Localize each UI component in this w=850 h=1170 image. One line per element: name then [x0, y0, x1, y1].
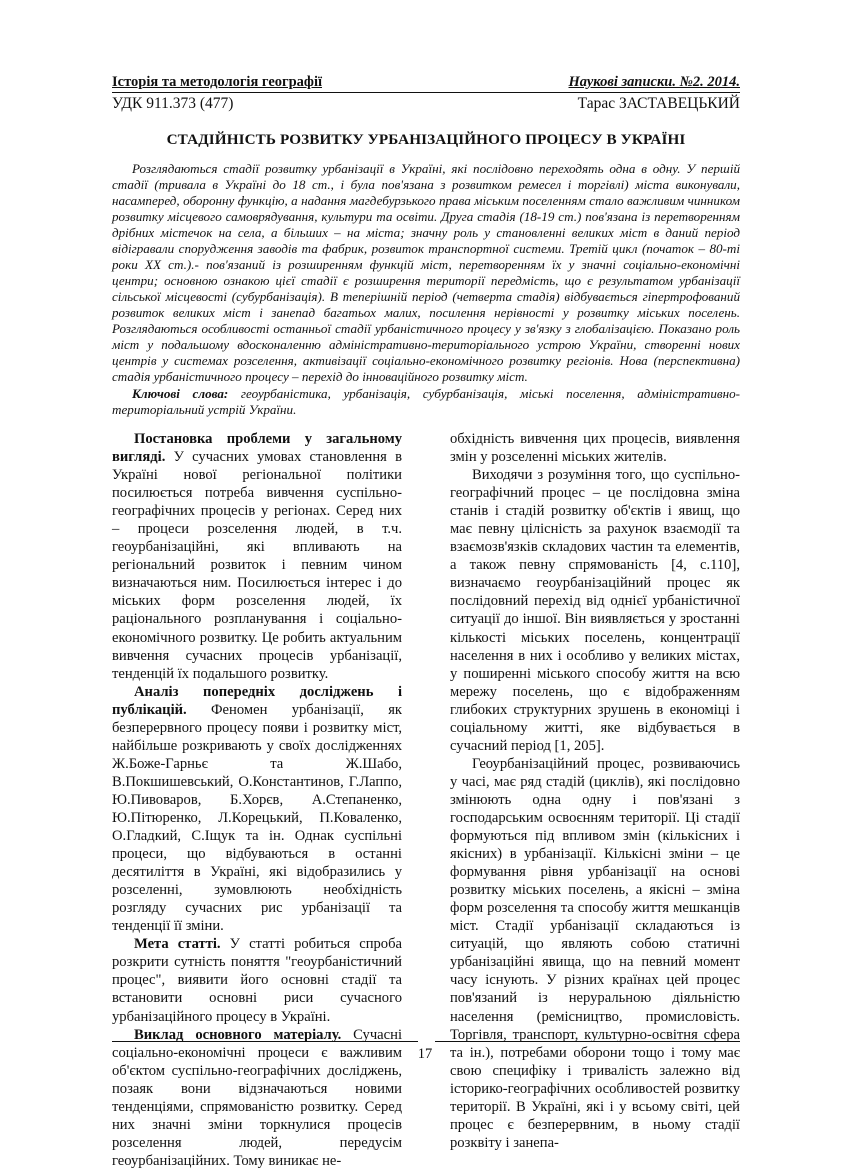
paragraph-stages: Геоурбанізаційний процес, розвиваючись у часі, має ряд стадій (циклів), які послідовно змінюють одна одну і пов'язані з господарським освоєнням території. Ці стадії формуються під впливом змін (кількісних і якісних) в урбанізації. Кількісні зміни – це формування рівня урбанізації на основі розвитку міських поселень, а якісні – зміна форм розселення та способу життя мешканців міст. Стадії урбанізації складаються із ситуацій, що являють собою статичні урбанізаційні явища, що на певний момент часу існують. У різних країнах цей процес пов'язаний із неруральною діяльністю населення (ремісництво, промисловість. Торгівля, транспорт, культурно-освітня сфера та ін.), потребами оборони тощо і тому має свою специфіку і тривалість залежно від історико-географічних особливостей розвитку території. В Україні, які і у всьому світі, цей процес є безперервним, в ньому стадії розквіту і занепа- — [450, 755, 740, 1151]
heading-problem: Постановка проблеми у загальному вигляді. — [112, 431, 402, 466]
paragraph-analysis — [112, 683, 402, 936]
header-rule — [112, 92, 740, 93]
page-number: 17 — [417, 1046, 433, 1062]
author-name: Тарас ЗАСТАВЕЦЬКИЙ — [577, 95, 740, 112]
udc-code: УДК 911.373 (477) — [112, 95, 234, 112]
text-main: Сучасні соціально-економічні процеси є важливим об'єктом суспільно-географічних досліджень, позаяк вони відзначаються новими тенденціями, спрямованістю розвитку. Серед них значні зміни торкнулися процесів розселення людей, передусім геоурбанізаційних. Тому виникає не- — [112, 1026, 402, 1169]
keywords — [112, 386, 740, 418]
footer-rule-right — [435, 1041, 740, 1042]
article-page — [112, 74, 740, 1170]
paragraph-problem — [112, 430, 402, 683]
keywords-label: Ключові слова: — [132, 386, 229, 401]
heading-main: Виклад основного матеріалу. — [134, 1026, 342, 1043]
paragraph-definition: Виходячи з розуміння того, що суспільно-географічний процес – це послідовна зміна станів і стадій розвитку об'єктів і явищ, що має певну цілісність за рахунок взаємодії та взаємозв'язків складових частин та елементів, а також певну спрямованість [4, с.110], визначаємо геоурбанізаційний процес як послідовний перехід від однієї урбаністичної ситуації до іншої. Він виявляється у зростанні кількості міських поселень, концентрації населення в них і особливо у великих містах, у поширенні міського способу життя на всю мережу поселень, що є відображенням глибоких структурних зрушень в економіці і соціальному житті, яке відбувається в сучасний період [1, 205]. — [450, 467, 740, 754]
abstract: Розглядаються стадії розвитку урбанізації в Україні, які послідовно переходять одна в одну. У першій стадії (тривала в Україні до 18 ст., і була пов'язана з розвитком ремесел і торгівлі) міста виконували, насамперед, оборонну функцію, а надання магдебурзького права міським поселенням стало важливим чинником розвитку місцевого самоврядування, культури та освіти. Друга стадія (18-19 ст.) пов'язана із перетворенням дрібних містечок на села, а більших – на міста; значну роль у становленні великих міст в даний період відігравали спорудження заводів та фабрик, розвиток транспортної системи. Третій цикл (початок – 80-ті роки XX ст.).- пов'язаний із розширенням функцій міст, перетворенням їх у значні соціально-економічні центри; основною ознакою цієї стадії є розширення території передмість, що є результатом урбанізації сільської місцевості (субурбанізація). В теперішній період (четверта стадія) відбувається гіпертрофований розвиток великих міст і занепад багатьох малих, посилення нерівності у розвитку міських поселень. Розглядаються особливості останньої стадії урбаністичного процесу у зв'язку з глобалізацією. Показано роль міст у подальшому вдосконаленню адміністративно-територіального устрою України, створенні нових центрів у системах розселення, активізації соціально-економічного розвитку регіонів. Нова (перспективна) стадія урбаністичного процесу – перехід до інноваційного розвитку міст. — [112, 161, 740, 384]
article-title: СТАДІЙНІСТЬ РОЗВИТКУ УРБАНІЗАЦІЙНОГО ПРОЦЕСУ В УКРАЇНІ — [166, 131, 686, 148]
paragraph-continued: обхідність вивчення цих процесів, виявлення змін у розселенні міських жителів. — [450, 431, 740, 466]
footer-rule-left — [112, 1041, 418, 1042]
paragraph-goal — [112, 935, 402, 1025]
text-analysis: Феномен урбанізації, як безперервного процесу появи і розвитку міст, найбільше розкривають у своїх дослідженнях Ж.Боже-Гарньє та Ж.Шабо, В.Покшишевський, О.Константинов, Г.Лаппо, Ю.Пивоваров, Б.Хорєв, А.Степаненко, Ю.Пітюренко, Л.Корецький, П.Коваленко, О.Гладкий, С.Іщук та ін. Однак суспільні процеси, що відбуваються в останні десятиліття в Україні, які відобразились у розселенні, зумовлюють необхідність розгляду сучасних рис урбанізації та тенденції її зміни. — [112, 701, 402, 935]
text-goal: У статті робиться спроба розкрити сутність поняття "геоурбаністичний процес", виявити його основні стадії та встановити основні риси сучасного урбанізаційного процесу в Україні. — [112, 936, 402, 1025]
keywords-text: геоурбаністика, урбанізація, субурбанізація, міські поселення, адміністративно-територіальний устрій України. — [112, 386, 740, 417]
heading-analysis: Аналіз попередніх досліджень і публікацій. — [112, 683, 402, 718]
article-meta — [112, 94, 740, 113]
heading-goal: Мета статті. — [134, 936, 221, 953]
journal-section: Історія та методологія географії — [112, 74, 323, 90]
running-header — [112, 74, 740, 91]
text-problem: У сучасних умовах становлення в Україні нової регіональної політики посилюється потреба вивчення суспільно-географічних процесів у регіонах. Серед них – процеси розселення людей, в т.ч. геоурбанізаційні, які впливають на регіональний розвиток і певним чином визначаються ним. Посилюється інтерес і до міських форм розселення людей, їх раціонального розпланування і соціально-економічного розвитку. Це робить актуальним вивчення сучасних процесів урбанізації, тенденцій їх подальшого розвитку. — [112, 449, 402, 682]
journal-issue: Наукові записки. №2. 2014. — [568, 74, 740, 90]
